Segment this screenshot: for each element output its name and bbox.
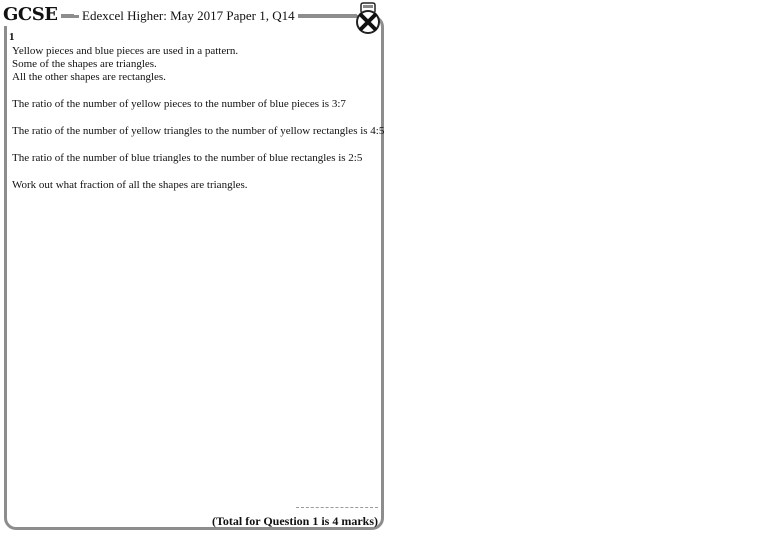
intro-line: Yellow pieces and blue pieces are used in a pattern. xyxy=(12,45,239,57)
total-marks: (Total for Question 1 is 4 marks) xyxy=(211,514,378,528)
ratio-yellow-shapes: The ratio of the number of yellow triangles to the number of yellow rectangles is 4:5 xyxy=(12,125,385,137)
intro-line: Some of the shapes are triangles. xyxy=(12,58,157,70)
gcse-logo: GCSE xyxy=(3,4,61,26)
source-title: Edexcel Higher: May 2017 Paper 1, Q14 xyxy=(79,7,298,24)
answer-line[interactable] xyxy=(296,507,378,508)
question-number: 1 xyxy=(9,31,15,43)
task-instruction: Work out what fraction of all the shapes are triangles. xyxy=(12,179,248,191)
ratio-blue-shapes: The ratio of the number of blue triangles to the number of blue rectangles is 2:5 xyxy=(12,152,363,164)
ratio-yellow-blue: The ratio of the number of yellow pieces to the number of blue pieces is 3:7 xyxy=(12,98,346,110)
calculator-not-allowed-icon xyxy=(355,2,381,34)
question-body xyxy=(12,45,385,192)
intro-line: All the other shapes are rectangles. xyxy=(12,71,166,83)
